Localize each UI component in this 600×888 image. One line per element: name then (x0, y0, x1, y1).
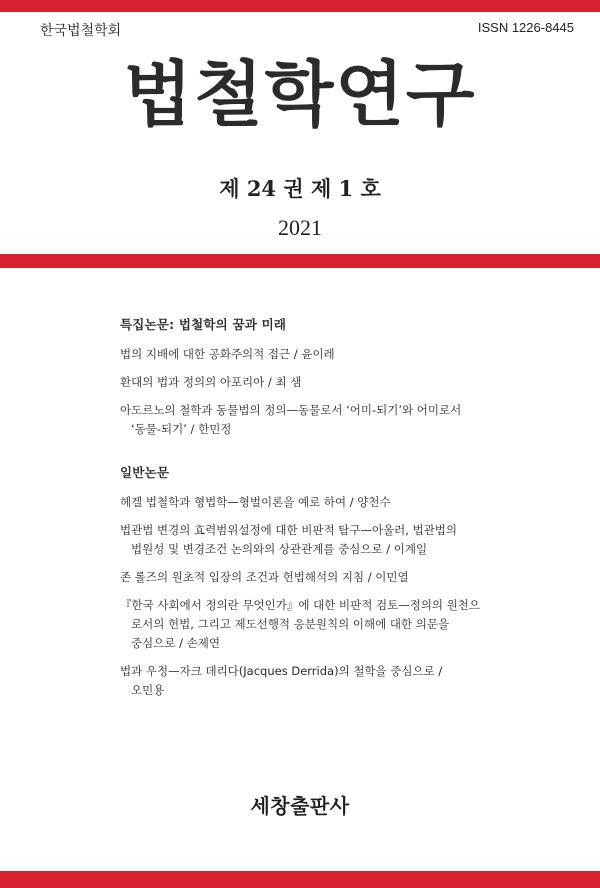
toc-entry (120, 662, 490, 700)
entry-line-continued: 법원성 및 변경조건 논의와의 상관관계를 중심으로 / 이계일 (131, 542, 428, 556)
journal-title: 법철학연구 (123, 53, 477, 136)
entry-line: 환대의 법과 정의의 아포리아 / 최 샘 (120, 375, 302, 389)
entry-line-continued: 오민용 (131, 683, 165, 697)
toc-entry (120, 401, 490, 439)
entry-line: 『한국 사회에서 정의란 무엇인가』에 대한 비판적 검토—정의의 원천으 (120, 598, 481, 612)
toc-entry (120, 596, 490, 653)
bottom-red-band (0, 871, 600, 888)
top-red-band (0, 0, 600, 12)
publisher-logo: 세창출판사 (250, 794, 350, 818)
toc-entry (120, 493, 490, 512)
entry-line-continued: 로서의 헌법, 그리고 제도선행적 응분원칙의 이해에 대한 의문을 (131, 617, 450, 631)
entry-line: 존 롤즈의 원초적 입장의 조건과 헌법해석의 지침 / 이민열 (120, 570, 409, 584)
entry-line: 법관법 변경의 효력범위설정에 대한 비판적 탐구—아울러, 법관법의 (120, 523, 458, 537)
special-section (120, 315, 490, 439)
entry-line-continued: ‘동물-되기’ / 한민정 (131, 422, 232, 436)
entry-line: 법과 우정—자크 데리다(Jacques Derrida)의 철학을 중심으로 / (120, 664, 443, 678)
toc-entry (120, 521, 490, 559)
entry-line: 아도르노의 철학과 동물법의 정의—동물로서 ‘어미-되기’와 어미로서 (120, 403, 462, 417)
section-heading-special: 특집논문: 법철학의 꿈과 미래 (120, 317, 287, 332)
general-section (120, 463, 490, 700)
toc-entry (120, 373, 490, 392)
toc-entry (120, 345, 490, 364)
entry-line: 헤겔 법철학과 형법학—형벌이론을 예로 하여 / 양천수 (120, 495, 391, 509)
middle-red-band (0, 254, 600, 268)
table-of-contents (120, 315, 490, 724)
section-heading-general: 일반논문 (120, 465, 170, 480)
society-name: 한국법철학회 (40, 23, 122, 39)
entry-line-continued: 중심으로 / 손제연 (131, 636, 220, 650)
toc-entry (120, 568, 490, 587)
volume-issue: 제 24 권 제 1 호 (219, 176, 381, 201)
issn-number: ISSN 1226-8445 (477, 20, 574, 35)
publication-year: 2021 (278, 215, 322, 240)
entry-line: 법의 지배에 대한 공화주의적 접근 / 윤이레 (120, 347, 335, 361)
